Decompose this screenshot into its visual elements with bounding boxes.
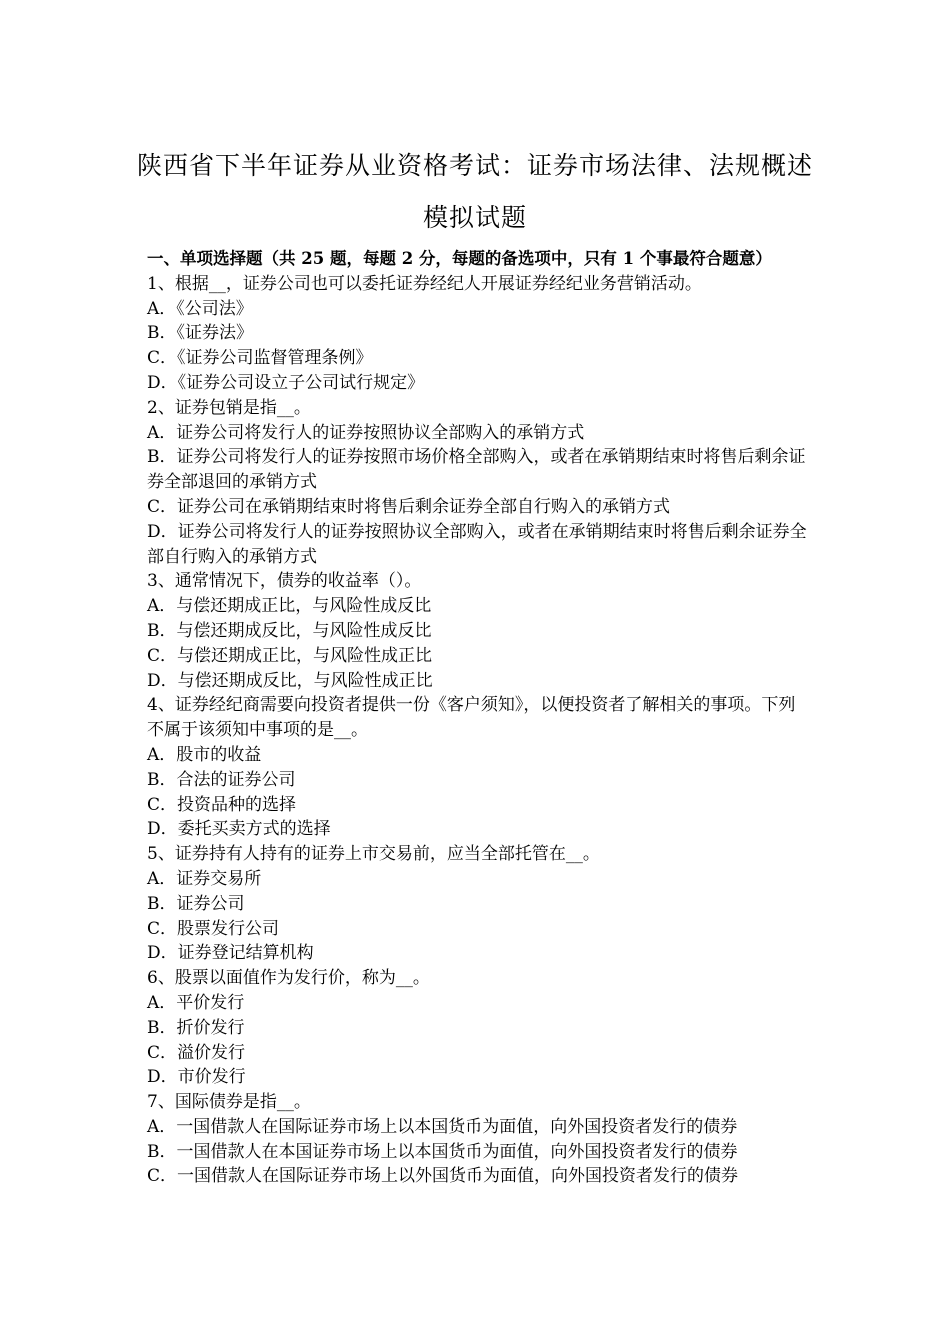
option-d: D．证券公司将发行人的证券按照协议全部购入，或者在承销期结束时将售后剩余证券全部自行购入的承销方式 [147,521,807,567]
option-a: A．股市的收益 [147,744,262,765]
question-7 [147,1090,812,1189]
question-5 [147,842,812,966]
option-c: C．证券公司在承销期结束时将售后剩余证券全部自行购入的承销方式 [147,496,671,517]
question-1 [147,272,812,396]
section-heading: 一、单项选择题（共 25 题，每题 2 分，每题的备选项中，只有 1 个事最符合题意） [147,249,772,268]
title-line-1: 陕西省下半年证券从业资格考试：证券市场法律、法规概述 [136,151,813,180]
question-stem: 5、证券持有人持有的证券上市交易前，应当全部托管在__。 [147,844,600,865]
option-b: B．合法的证券公司 [147,769,296,790]
option-a: A．《公司法》 [147,298,253,319]
option-b: B．一国借款人在本国证券市场上以本国货币为面值，向外国投资者发行的债券 [147,1141,738,1162]
option-a: A．平价发行 [147,992,245,1013]
question-4 [147,693,812,842]
option-c: C．股票发行公司 [147,918,280,939]
question-stem: 1、根据__，证券公司也可以委托证券经纪人开展证券经纪业务营销活动。 [147,273,702,294]
question-stem: 7、国际债券是指__。 [147,1092,311,1113]
question-stem: 2、证券包销是指__。 [147,397,311,418]
question-stem: 4、证券经纪商需要向投资者提供一份《客户须知》，以便投资者了解相关的事项。下列不属于该须知中事项的是__。 [147,695,796,741]
question-2 [147,396,812,570]
document-title [130,140,820,244]
option-c: C．溢价发行 [147,1042,246,1063]
option-a: A．证券公司将发行人的证券按照协议全部购入的承销方式 [147,422,585,443]
option-b: B．折价发行 [147,1017,245,1038]
option-a: A．证券交易所 [147,868,262,889]
title-line-2: 模拟试题 [422,203,527,232]
option-c: C．与偿还期成正比，与风险性成正比 [147,645,433,666]
option-d: D．证券登记结算机构 [147,943,314,964]
option-c: C．投资品种的选择 [147,794,297,815]
option-d: D．《证券公司设立子公司试行规定》 [147,372,425,393]
question-stem: 6、股票以面值作为发行价，称为__。 [147,968,430,989]
option-a: A．与偿还期成正比，与风险性成反比 [147,596,432,617]
question-6 [147,966,812,1090]
document-body [147,247,812,1189]
option-d: D．市价发行 [147,1067,246,1088]
option-d: D．委托买卖方式的选择 [147,819,331,840]
option-b: B．与偿还期成反比，与风险性成反比 [147,620,432,641]
option-a: A．一国借款人在国际证券市场上以本国货币为面值，向外国投资者发行的债券 [147,1116,738,1137]
option-c: C．《证券公司监督管理条例》 [147,348,373,369]
option-b: B．《证券法》 [147,323,253,344]
question-stem: 3、通常情况下，债券的收益率（）。 [147,571,422,592]
option-c: C．一国借款人在国际证券市场上以外国货币为面值，向外国投资者发行的债券 [147,1166,739,1187]
option-b: B．证券公司将发行人的证券按照市场价格全部购入，或者在承销期结束时将售后剩余证券全部退回的承销方式 [147,447,806,493]
option-d: D．与偿还期成反比，与风险性成正比 [147,670,433,691]
option-b: B．证券公司 [147,893,245,914]
question-3 [147,569,812,693]
